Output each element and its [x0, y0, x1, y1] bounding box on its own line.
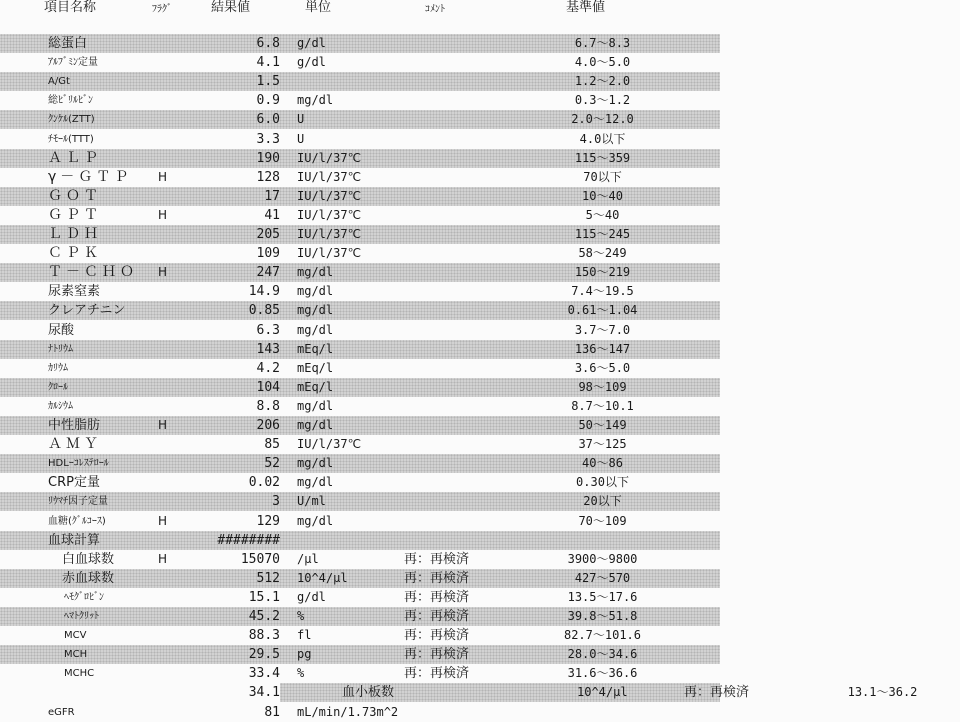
reference-range: 98～109: [578, 379, 627, 394]
result-value: 17: [264, 188, 280, 204]
test-name: 血球計算: [48, 532, 101, 548]
test-name: ＣＰＫ: [48, 245, 102, 262]
result-row: [0, 340, 720, 359]
unit-cell: pg: [297, 647, 312, 662]
reference-range: [525, 703, 680, 722]
comment-cell: 再：再検済: [404, 551, 470, 567]
unit-cell: mg/dl: [297, 93, 334, 108]
result-row: [0, 244, 720, 263]
unit-cell: mL/min/1.73m^2: [297, 704, 399, 719]
unit-cell: U: [297, 131, 305, 146]
reference-range: 50～149: [578, 418, 627, 432]
reference-range: 6.7～8.3: [574, 36, 631, 50]
unit-cell: fl: [297, 628, 312, 643]
result-row: [0, 206, 720, 225]
unit-cell: %: [297, 609, 305, 623]
result-row: [0, 512, 720, 531]
unit-cell: IU/l/37℃: [297, 227, 362, 241]
unit-cell: %: [297, 666, 305, 681]
reference-range: 4.0～5.0: [574, 55, 631, 70]
result-value: 128: [256, 169, 280, 185]
result-row: [0, 531, 720, 550]
comment-cell: 再：再検済: [684, 685, 750, 701]
result-value: 129: [256, 513, 280, 529]
reference-range: 1.2～2.0: [574, 74, 631, 89]
reference-range: 150～219: [574, 265, 631, 280]
test-name: 中性脂肪: [48, 418, 101, 433]
test-name: ＧＯＴ: [48, 187, 102, 204]
reference-range: 40～86: [582, 456, 623, 471]
result-row: [0, 301, 720, 320]
unit-cell: g/dl: [297, 589, 326, 604]
result-row: [0, 149, 720, 168]
reference-range: 37～125: [578, 437, 627, 452]
result-row: [0, 454, 720, 473]
unit-cell: mEq/l: [297, 379, 334, 394]
reference-range: 70以下: [583, 169, 622, 184]
unit-cell: mg/dl: [297, 284, 334, 299]
result-value: 0.02: [248, 475, 280, 491]
test-name: 白血球数: [62, 551, 115, 567]
reference-range: 4.0以下: [579, 131, 626, 146]
result-value: 14.9: [248, 284, 280, 300]
result-row: [0, 168, 720, 187]
unit-cell: U: [297, 112, 305, 127]
unit-cell: g/dl: [297, 55, 326, 70]
result-value: 15070: [240, 551, 280, 567]
result-row: [0, 645, 720, 664]
result-value: 81: [264, 704, 280, 720]
result-value: 206: [256, 418, 280, 433]
result-row: [0, 282, 720, 301]
header-unit: 単位: [305, 0, 332, 15]
reference-range: 0.61～1.04: [567, 303, 638, 318]
test-name: 総ﾋﾞﾘﾙﾋﾞﾝ: [48, 95, 93, 107]
header-flag: ﾌﾗｸﾞ: [152, 4, 172, 15]
reference-range: 0.3～1.2: [574, 93, 631, 108]
result-row: [0, 435, 720, 454]
result-value: 4.2: [256, 360, 280, 376]
test-name: クレアチニン: [48, 303, 126, 319]
unit-cell: /μl: [297, 551, 319, 566]
comment-cell: 再：再検済: [404, 589, 470, 605]
test-name: MCHC: [64, 668, 95, 680]
test-name: ﾅﾄﾘｳﾑ: [48, 343, 73, 355]
flag-cell: H: [158, 207, 168, 222]
result-value: 1.5: [256, 74, 280, 90]
result-row: [0, 416, 720, 435]
reference-range: 20以下: [583, 494, 622, 509]
result-row: [0, 588, 720, 607]
flag-cell: H: [158, 551, 168, 566]
reference-range: [525, 531, 680, 550]
reference-range: 58～249: [578, 246, 627, 261]
reference-range: 136～147: [574, 341, 631, 356]
result-value: 6.0: [256, 112, 280, 128]
unit-cell: mg/dl: [297, 418, 334, 432]
result-value: ########: [217, 532, 280, 548]
result-value: 29.5: [248, 647, 280, 663]
result-value: 0.9: [256, 93, 280, 109]
reference-range: 70～109: [578, 513, 627, 528]
result-value: 247: [256, 265, 280, 281]
test-name: ｱﾙﾌﾞﾐﾝ定量: [48, 57, 98, 69]
reference-range: 115～359: [574, 150, 631, 165]
reference-range: 2.0～12.0: [571, 112, 634, 127]
test-name: MCV: [64, 630, 87, 642]
test-name: ｸﾛｰﾙ: [48, 381, 68, 393]
unit-cell: mg/dl: [297, 456, 334, 471]
result-row: [0, 664, 720, 683]
result-row: [0, 53, 720, 72]
result-row: [0, 359, 720, 378]
test-name: ﾍﾏﾄｸﾘｯﾄ: [64, 611, 99, 622]
result-value: 88.3: [248, 628, 280, 644]
result-row: [0, 321, 720, 340]
test-name: ＡＬＰ: [48, 149, 102, 166]
unit-cell: mg/dl: [297, 303, 334, 318]
test-name: eGFR: [48, 706, 75, 718]
reference-range: 7.4～19.5: [571, 284, 634, 299]
flag-cell: H: [158, 265, 168, 280]
unit-cell: IU/l/37℃: [297, 150, 362, 165]
header-item-name: 項目名称: [44, 0, 97, 15]
result-row: [0, 550, 720, 569]
result-value: 104: [256, 379, 280, 395]
unit-cell: IU/l/37℃: [297, 207, 362, 222]
result-value: 41: [264, 207, 280, 223]
result-row: [0, 492, 720, 511]
result-value: 15.1: [248, 589, 280, 605]
result-row: [0, 72, 720, 91]
unit-cell: mEq/l: [297, 341, 334, 356]
test-name: ﾁﾓｰﾙ(TTT): [48, 133, 94, 145]
result-row: [0, 626, 720, 645]
flag-cell: H: [158, 169, 168, 184]
result-row: [0, 607, 720, 626]
test-name: HDLｰｺﾚｽﾃﾛｰﾙ: [48, 458, 109, 470]
comment-cell: 再：再検済: [404, 666, 470, 682]
header-comment: ｺﾒﾝﾄ: [425, 4, 445, 15]
test-name: ﾍﾓｸﾞﾛﾋﾞﾝ: [64, 591, 104, 603]
test-name: ｶﾘｳﾑ: [48, 362, 68, 374]
unit-cell: mg/dl: [297, 398, 334, 413]
test-name: 尿素窒素: [48, 284, 101, 300]
result-row: [0, 225, 720, 244]
test-name: ＡＭＹ: [48, 436, 102, 453]
result-value: 85: [264, 437, 280, 453]
result-value: 190: [256, 150, 280, 166]
test-name: ＬＤＨ: [48, 226, 102, 242]
result-row: [0, 473, 720, 492]
reference-range: 0.30以下: [576, 475, 629, 490]
test-name: ﾘｳﾏﾁ因子定量: [48, 496, 108, 508]
result-row: [0, 34, 720, 53]
unit-cell: mg/dl: [297, 475, 334, 490]
test-name: ＧＰＴ: [48, 206, 102, 223]
result-row: [0, 91, 720, 110]
test-name: ｶﾙｼｳﾑ: [48, 400, 73, 412]
unit-cell: 10^4/μl: [577, 685, 628, 700]
comment-cell: 再：再検済: [404, 647, 470, 663]
test-name: 尿酸: [48, 322, 75, 338]
flag-cell: H: [158, 513, 168, 528]
test-name: ｸﾝｹﾙ(ZTT): [48, 114, 95, 126]
result-value: 33.4: [248, 666, 280, 682]
result-row: [0, 397, 720, 416]
result-row: [0, 703, 720, 722]
unit-cell: IU/l/37℃: [297, 169, 362, 184]
result-row: [0, 263, 720, 282]
reference-range: 3.7～7.0: [574, 322, 631, 337]
result-value: 6.3: [256, 322, 280, 338]
result-value: 45.2: [248, 609, 280, 624]
result-value: 3.3: [256, 131, 280, 147]
result-value: 143: [256, 341, 280, 357]
result-value: 6.8: [256, 36, 280, 51]
result-value: 109: [256, 246, 280, 262]
test-name: A/Gt: [48, 76, 70, 88]
result-value: 0.85: [248, 303, 280, 319]
reference-range: 427～570: [574, 570, 631, 585]
unit-cell: IU/l/37℃: [297, 188, 362, 203]
test-name: 血糖(ｸﾞﾙｺｰｽ): [48, 515, 106, 527]
result-value: 3: [272, 494, 280, 510]
reference-range: 115～245: [574, 227, 631, 241]
test-name: 総蛋白: [48, 36, 88, 51]
result-value: 205: [256, 227, 280, 242]
reference-range: 13.1～36.2: [847, 685, 918, 700]
test-name: MCH: [64, 649, 88, 661]
unit-cell: mg/dl: [297, 322, 334, 337]
result-row: [0, 569, 720, 588]
result-value: 34.1: [248, 685, 280, 701]
unit-cell: IU/l/37℃: [297, 437, 362, 452]
unit-cell: mg/dl: [297, 265, 334, 280]
comment-cell: 再：再検済: [404, 609, 470, 624]
reference-range: 5～40: [585, 207, 620, 222]
reference-range: 28.0～34.6: [567, 647, 638, 662]
result-value: 512: [256, 570, 280, 586]
reference-range: 10～40: [582, 188, 623, 203]
reference-range: 31.6～36.6: [567, 666, 638, 681]
header-reference: 基準値: [566, 0, 606, 15]
flag-cell: H: [158, 418, 168, 432]
reference-range: 3.6～5.0: [574, 360, 631, 375]
unit-cell: IU/l/37℃: [297, 246, 362, 261]
comment-cell: 再：再検済: [404, 570, 470, 586]
reference-range: 82.7～101.6: [563, 628, 642, 643]
result-value: 52: [264, 456, 280, 472]
reference-range: 39.8～51.8: [567, 609, 638, 623]
reference-range: 13.5～17.6: [567, 589, 638, 604]
unit-cell: g/dl: [297, 36, 326, 50]
test-name: 血小板数: [342, 685, 395, 701]
unit-cell: mg/dl: [297, 513, 334, 528]
unit-cell: 10^4/μl: [297, 570, 348, 585]
reference-range: 8.7～10.1: [571, 398, 634, 413]
result-row: [0, 187, 720, 206]
result-value: 4.1: [256, 55, 280, 71]
test-name: CRP定量: [48, 475, 100, 491]
result-row: [0, 110, 720, 129]
reference-range: 3900～9800: [567, 551, 638, 566]
result-value: 8.8: [256, 398, 280, 414]
header-result: 結果値: [211, 0, 251, 15]
unit-cell: U/ml: [297, 494, 326, 509]
comment-cell: 再：再検済: [404, 628, 470, 644]
test-name: Ｔ－ＣＨＯ: [48, 264, 138, 281]
test-name: 赤血球数: [62, 570, 115, 586]
result-row: [0, 378, 720, 397]
unit-cell: mEq/l: [297, 360, 334, 375]
result-row: [248, 683, 918, 702]
test-name: γ－ＧＴＰ: [48, 168, 133, 185]
result-row: [0, 130, 720, 149]
